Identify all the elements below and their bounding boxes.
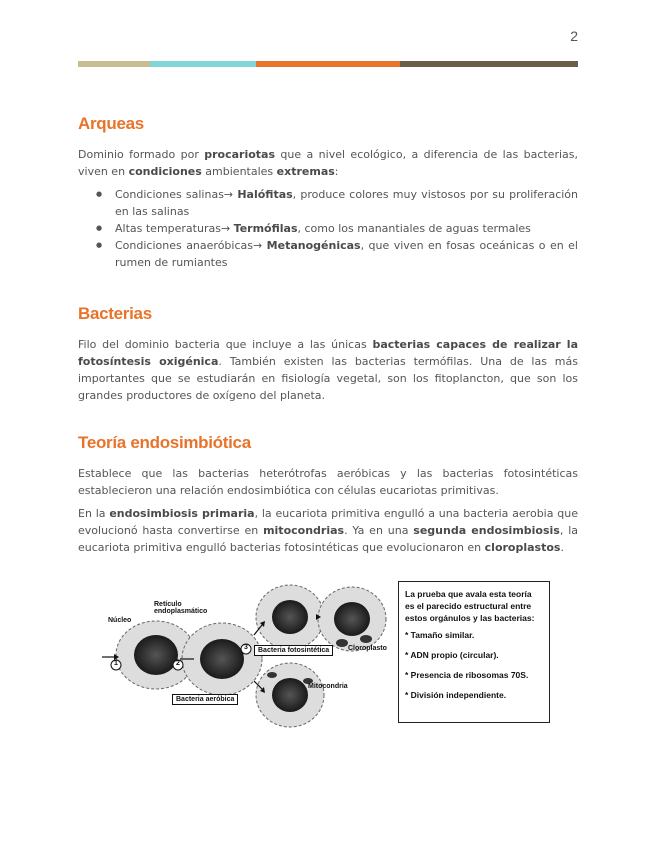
evidence-item: * Presencia de ribosomas 70S. <box>405 670 529 680</box>
heading-teoria: Teoría endosimbiótica <box>78 433 251 452</box>
list-item: ● Altas temperaturas→ Termófilas, como los manantiales de aguas termales <box>115 220 578 237</box>
evidence-item: * ADN propio (circular). <box>405 650 499 660</box>
evidence-item: * Tamaño similar. <box>405 630 475 640</box>
bar-segment-1 <box>78 61 150 67</box>
teoria-paragraph-1: Establece que las bacterias heterótrofas aeróbicas y las bacterias fotosintéticas establecieron una relación endosimbiótica con células eucariotas primitivas. <box>78 467 578 497</box>
evidence-box <box>398 581 550 723</box>
list-item: ● Condiciones anaeróbicas→ Metanogénicas, que viven en fosas oceánicas o en el rumen de rumiantes <box>115 237 578 271</box>
arqueas-intro: Dominio formado por procariotas que a nivel ecológico, a diferencia de las bacterias, viven en condiciones ambientales extremas: <box>78 148 578 178</box>
label-bacteria-aerobica: Bacteria aeróbica <box>172 694 238 705</box>
arqueas-list <box>78 186 578 271</box>
page-number: 2 <box>570 28 578 44</box>
label-num-3: 3 <box>244 644 248 651</box>
section-teoria <box>78 433 578 562</box>
label-num-2: 2 <box>176 660 180 667</box>
endosymbiosis-figure <box>94 577 558 737</box>
bar-segment-2 <box>150 61 256 67</box>
label-reticulo: Retículo endoplasmático <box>154 601 208 615</box>
section-bacterias <box>78 304 578 410</box>
header-color-bar <box>78 61 578 67</box>
cells-illustration <box>94 577 394 737</box>
label-nucleo: Núcleo <box>108 617 132 624</box>
label-num-1: 1 <box>114 660 118 667</box>
list-item: ● Condiciones salinas→ Halófitas, produce colores muy vistosos por su proliferación en las salinas <box>115 186 578 220</box>
bar-segment-3 <box>256 61 400 67</box>
heading-arqueas: Arqueas <box>78 114 144 133</box>
label-bacteria-fotosintetica: Bacteria fotosintética <box>254 645 333 656</box>
label-mitocondria: Mitocondria <box>308 683 348 690</box>
bar-segment-4 <box>400 61 578 67</box>
evidence-title: La prueba que avala esta teoría es el parecido estructural entre estos orgánulos y las bacterias: <box>405 589 535 623</box>
evidence-item: * División independiente. <box>405 690 507 700</box>
section-arqueas <box>78 114 578 271</box>
label-cloroplasto: Cloroplasto <box>348 645 387 652</box>
heading-bacterias: Bacterias <box>78 304 152 323</box>
teoria-paragraph-2: En la endosimbiosis primaria, la eucariota primitiva engulló a una bacteria aerobia que evolucionó hasta convertirse en mitocondrias. Ya en una segunda endosimbiosis, la eucariota primitiva engulló bacterias fotosintéticas que evolucionaron en cloroplastos. <box>78 507 578 554</box>
bacterias-paragraph: Filo del dominio bacteria que incluye a las únicas bacterias capaces de realizar la fotosíntesis oxigénica. También existen las bacterias termófilas. Una de las más importantes que se estudiarán en fisiología vegetal, son los fitoplancton, que son los grandes productores de oxígeno del planeta. <box>78 338 578 402</box>
